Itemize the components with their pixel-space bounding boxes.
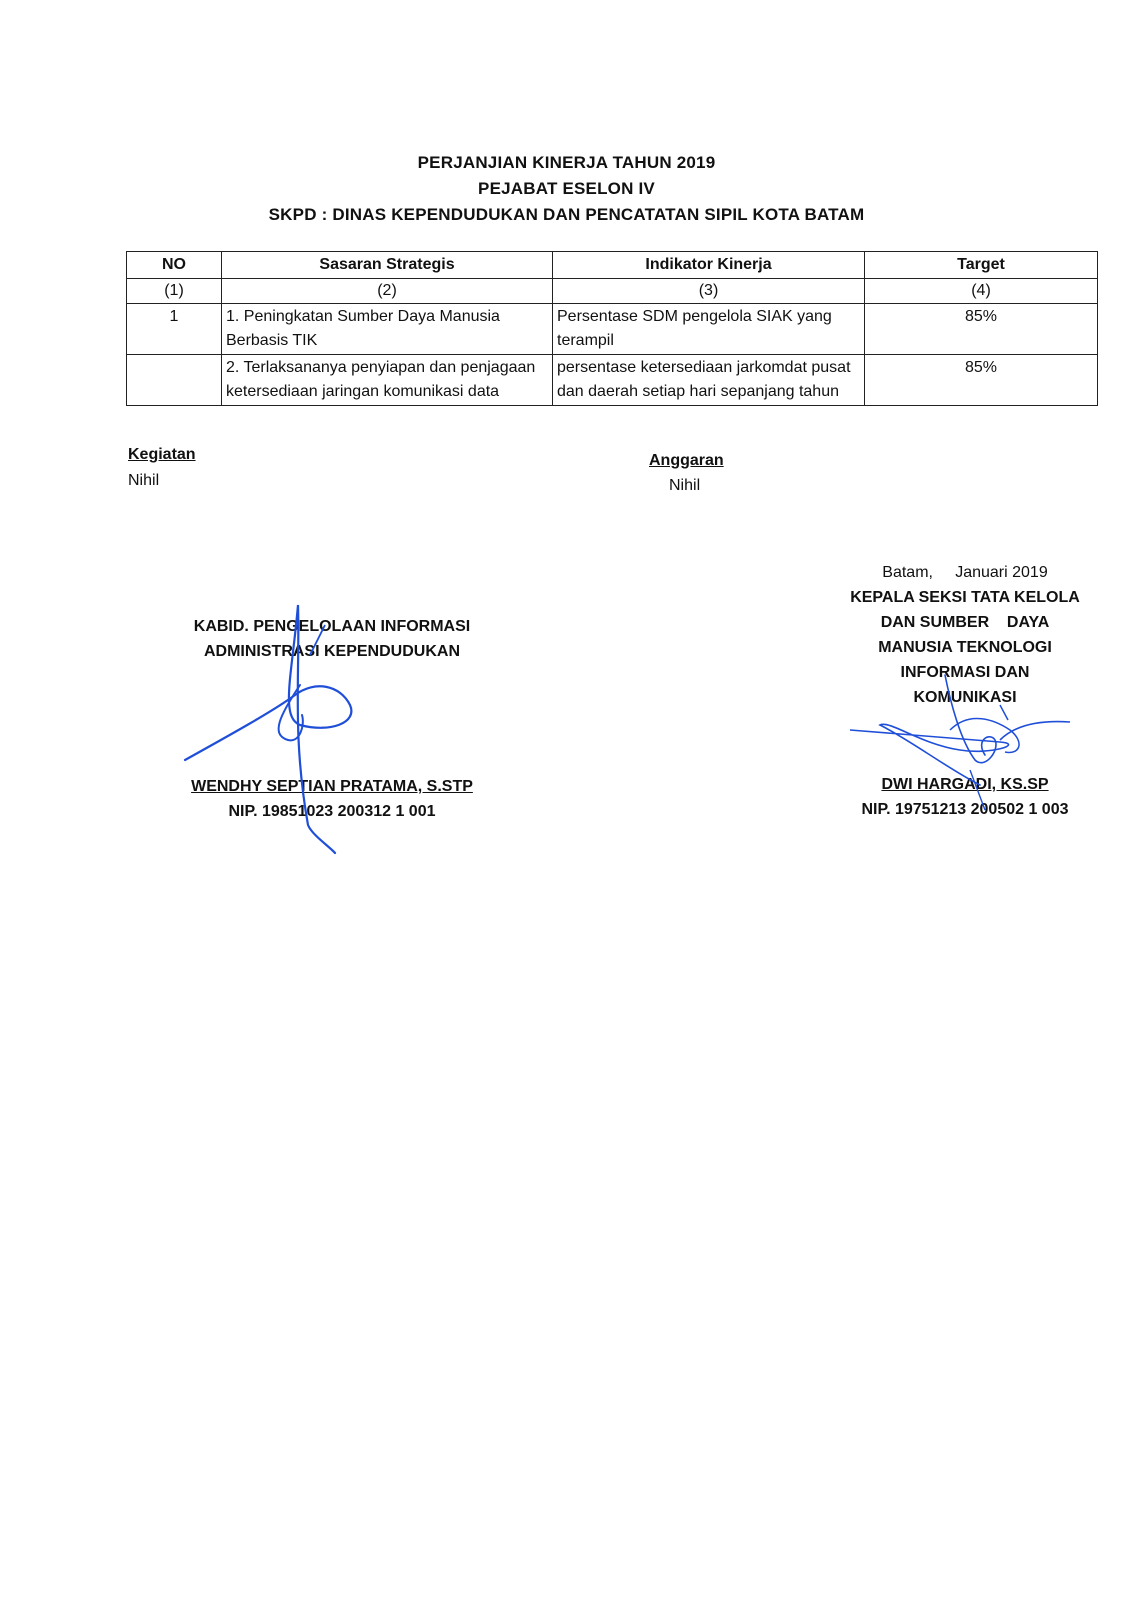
title-line-3: SKPD : DINAS KEPENDUDUKAN DAN PENCATATAN SIPIL KOTA BATAM — [268, 205, 865, 224]
handwritten-signature-left — [180, 585, 370, 855]
cell-no — [127, 355, 222, 406]
place-date: Batam, Januari 2019 — [882, 564, 1048, 581]
header-sasaran: Sasaran Strategis — [222, 252, 553, 279]
signatory-left-nip: NIP. 19851023 200312 1 001 — [228, 803, 436, 820]
number-cell: (2) — [222, 279, 553, 304]
signatory-left-title-1: KABID. PENGELOLAAN INFORMASI — [193, 618, 471, 635]
handwritten-signature-right — [850, 660, 1090, 820]
performance-table — [126, 251, 1098, 406]
number-cell: (4) — [865, 279, 1098, 304]
kegiatan-value: Nihil — [128, 472, 160, 489]
signatory-right-title-2: DAN SUMBER DAYA — [880, 614, 1050, 631]
signatory-right-title-4: INFORMASI DAN — [900, 664, 1030, 681]
kegiatan-label: Kegiatan — [128, 446, 196, 463]
signatory-left-name: WENDHY SEPTIAN PRATAMA, S.STP — [191, 778, 473, 795]
signatory-left-title-2: ADMINISTRASI KEPENDUDUKAN — [203, 643, 460, 660]
header-target: Target — [865, 252, 1098, 279]
anggaran-label: Anggaran — [649, 452, 724, 469]
table-header-row — [127, 252, 1098, 279]
table-row — [127, 355, 1098, 406]
signatory-right-title-1: KEPALA SEKSI TATA KELOLA — [850, 589, 1080, 606]
signatory-right-nip: NIP. 19751213 200502 1 003 — [861, 801, 1069, 818]
title-line-1: PERJANJIAN KINERJA TAHUN 2019 — [417, 153, 716, 172]
document-title — [0, 150, 1133, 228]
table-row — [127, 304, 1098, 355]
signatory-right-title-5: KOMUNIKASI — [913, 689, 1017, 706]
cell-no: 1 — [127, 304, 222, 355]
cell-sasaran: 2. Terlaksananya penyiapan dan penjagaan ketersediaan jaringan komunikasi data — [222, 355, 553, 406]
header-no: NO — [127, 252, 222, 279]
cell-target: 85% — [865, 355, 1098, 406]
cell-target: 85% — [865, 304, 1098, 355]
cell-indikator: Persentase SDM pengelola SIAK yang terampil — [553, 304, 865, 355]
cell-indikator: persentase ketersediaan jarkomdat pusat dan daerah setiap hari sepanjang tahun — [553, 355, 865, 406]
signatory-right-name: DWI HARGADI, KS.SP — [881, 776, 1049, 793]
header-indikator: Indikator Kinerja — [553, 252, 865, 279]
title-line-2: PEJABAT ESELON IV — [478, 179, 655, 198]
number-cell: (1) — [127, 279, 222, 304]
table-number-row — [127, 279, 1098, 304]
anggaran-value: Nihil — [669, 477, 701, 494]
signatory-right-title-3: MANUSIA TEKNOLOGI — [878, 639, 1052, 656]
cell-sasaran: 1. Peningkatan Sumber Daya Manusia Berbasis TIK — [222, 304, 553, 355]
number-cell: (3) — [553, 279, 865, 304]
